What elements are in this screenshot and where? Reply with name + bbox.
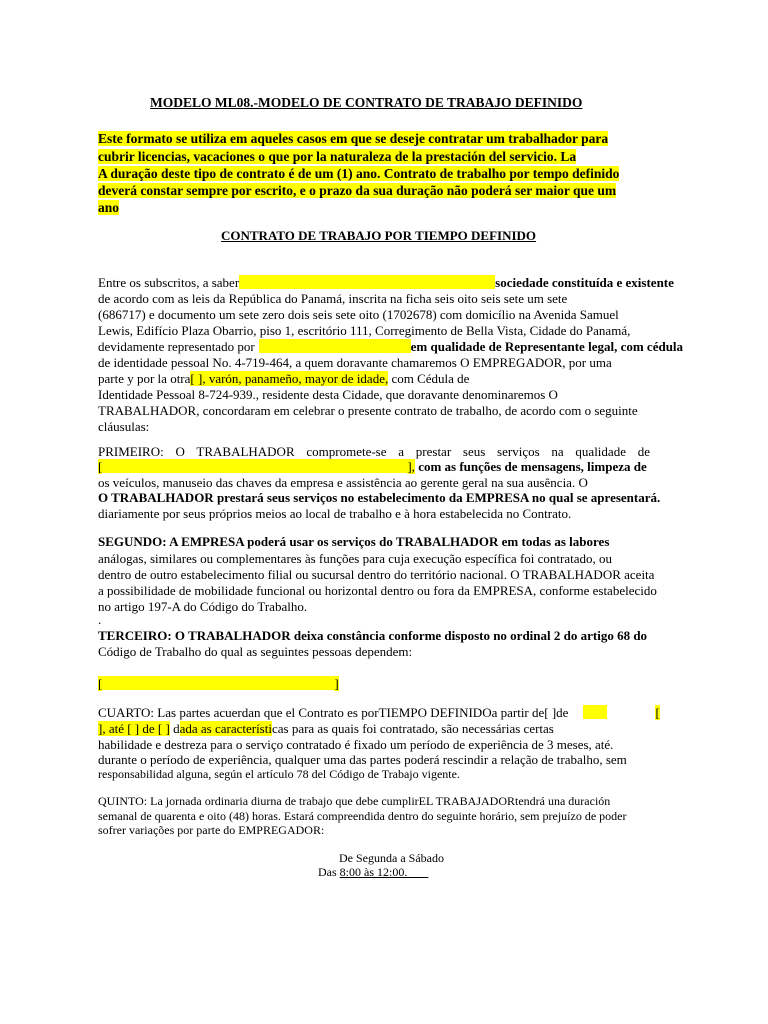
parties-text: (686717) e documento um sete zero dois seis sete oito (1702678) com domicílio na Avenida Samuel: [98, 307, 619, 322]
clause-text: Código de Trabalho do qual as seguintes pessoas dependem:: [98, 644, 413, 659]
parties-text: de identidade pessoal No. 4-719-464, a quem doravante chamaremos O EMPREGADOR, por uma: [98, 355, 612, 370]
contract-subtitle: CONTRATO DE TRABAJO POR TIEMPO DEFINIDO: [221, 228, 537, 243]
parties-text: devidamente representado por: [98, 339, 255, 354]
clause-text: d: [169, 721, 180, 736]
clause-text: dentro de outro estabelecimento filial ou sucursal dentro do território nacional. O TRABALHADOR aceita: [98, 567, 655, 582]
clause-text: habilidade e destreza para o serviço contratado é fixado um período de experiência de 3 meses, até.: [98, 737, 614, 752]
clause-text: com as funções de mensagens, limpeza de: [414, 459, 647, 474]
intro-line: A duração deste tipo de contrato é de um (1) ano. Contrato de trabalho por tempo definido: [98, 166, 620, 181]
intro-line: ano: [98, 200, 120, 215]
clause-text: a possibilidade de mobilidade funcional ou horizontal dentro ou fora da EMPRESA, conforme estabelecido: [98, 583, 657, 598]
schedule-hours: 2:00.: [383, 865, 429, 879]
position-blank-open: [: [98, 459, 103, 474]
clause-text: TERCEIRO: O TRABALHADOR: [98, 628, 291, 643]
schedule-hours: Das: [318, 865, 340, 879]
dependents-blank: [102, 676, 334, 690]
dependents-blank-close: ]: [334, 676, 339, 691]
parties-text: Lewis, Edifício Plaza Obarrio, piso 1, escritório 111, Corregimento de Bella Vista, Cidade do Panamá,: [98, 323, 631, 338]
parties-text: Entre os subscritos, a saber: [98, 275, 240, 290]
worker-blank: [ ], varón, panameño, mayor de idade,: [190, 371, 389, 386]
dependents-blank-open: [: [98, 676, 103, 691]
employer-name-blank: [239, 275, 495, 289]
clause-text: cas para as quais foi contratado, são necessárias certas: [271, 721, 554, 736]
clause-text: durante o período de experiência, qualquer uma das partes poderá rescindir a relação de trabalho, sem: [98, 752, 627, 767]
clause-text: no artigo 197-A do Código do Trabalho.: [98, 599, 308, 614]
parties-text: sociedade constituída e existente: [495, 275, 674, 290]
start-date-blank: [583, 705, 607, 719]
clause-text: QUINTO: La jornada ordinaria diurna de trabajo que debe cumplirEL TRABAJADORtendrá una duración: [98, 794, 611, 808]
schedule-hours: 8:00 às 1: [339, 865, 384, 879]
clause-text: .: [98, 612, 102, 627]
parties-text: com Cédula de: [388, 371, 470, 386]
clause-text: PRIMEIRO: O TRABALHADOR compromete-se a prestar seus serviços na qualidade de: [98, 444, 650, 459]
parties-text: TRABALHADOR, concordaram em celebrar o presente contrato de trabalho, de acordo com o seguinte: [98, 403, 638, 418]
parties-text: cláusulas:: [98, 419, 150, 434]
intro-line: cubrir licencias, vacaciones o que por la naturaleza de la prestación del servicio. La: [98, 149, 577, 164]
date-blank: de [ ]: [142, 721, 170, 736]
position-blank: [102, 459, 407, 473]
clause-text: sofrer variações por parte do EMPREGADOR:: [98, 823, 325, 837]
intro-line: Este formato se utiliza em aqueles casos em que se deseje contratar um trabalhador para: [98, 131, 609, 146]
clause-text: os veículos, manuseio das chaves da empresa e assistência ao gerente geral na sua ausência. O: [98, 475, 588, 490]
clause-text: O TRABALHADOR prestará seus serviços no estabelecimento da EMPRESA no qual se apresentará.: [98, 490, 661, 505]
parties-text: em qualidade de Representante legal, com cédula: [410, 339, 684, 354]
clause-text: análogas, similares ou complementares às funções para cuja execução específica foi contratado, ou: [98, 551, 612, 566]
parties-text: Identidade Pessoal 8-724-939., residente desta Cidade, que doravante denominaremos O: [98, 387, 558, 402]
position-blank-close: ],: [407, 459, 415, 474]
end-date-blank-open: [: [655, 705, 660, 720]
date-blank: ], até [ ]: [98, 721, 143, 736]
document-title: MODELO ML08.-MODELO DE CONTRATO DE TRABAJO DEFINIDO: [150, 95, 583, 110]
intro-line: deverá constar sempre por escrito, e o prazo da sua duração não poderá ser maior que um: [98, 183, 617, 198]
schedule-days: De Segunda a Sábado: [339, 851, 444, 865]
parties-text: de acordo com as leis da República do Panamá, inscrita na ficha seis oito seis sete um sete: [98, 291, 568, 306]
representative-blank: [259, 339, 411, 353]
clause-text: SEGUNDO: A EMPRESA poderá usar os serviços do TRABALHADOR em todas as labores: [98, 534, 610, 549]
parties-text: parte y por la otra: [98, 371, 191, 386]
clause-text: responsabilidad alguna, según el artículo 78 del Código de Trabajo vigente.: [98, 767, 460, 781]
clause-text: semanal de quarenta e oito (48) horas. Estará compreendida dentro do seguinte horário, sem prejuízo de poder: [98, 809, 627, 823]
clause-text: ada as característi: [179, 721, 272, 736]
clause-text: deixa constância conforme disposto no ordinal 2 do artigo 68 do: [290, 628, 648, 643]
clause-text: CUARTO: Las partes acuerdan que el Contrato es porTIEMPO DEFINIDOa partir de[ ]de: [98, 705, 569, 720]
clause-text: diariamente por seus próprios meios ao local de trabalho e à hora estabelecida no Contrato.: [98, 506, 572, 521]
